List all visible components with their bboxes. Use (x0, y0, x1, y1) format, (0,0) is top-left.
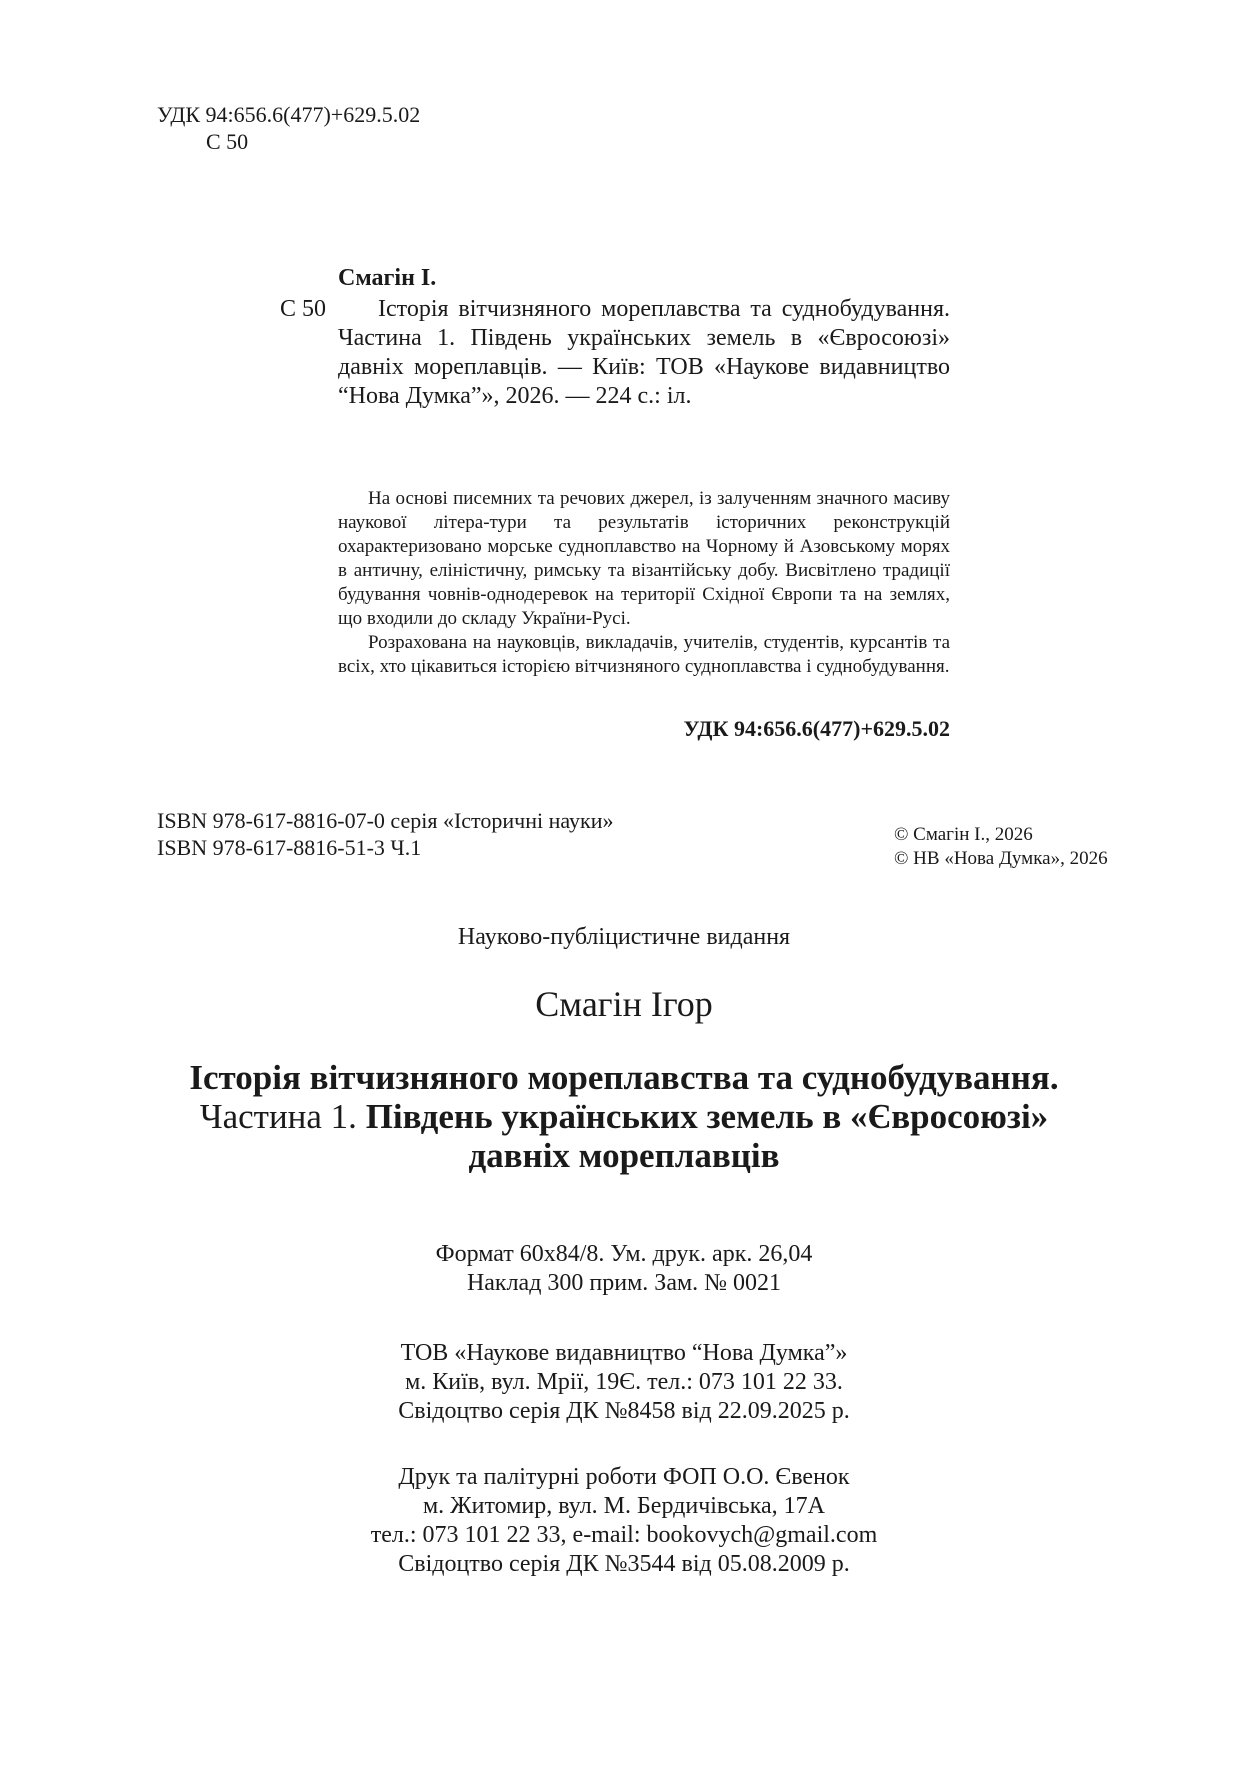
edition-type: Науково-публіцистичне видання (457, 924, 791, 950)
bibliographic-author-sign: С 50 (280, 296, 327, 322)
title-line: Історія вітчизняного мореплавства та суднобудування. (189, 1058, 1059, 1097)
format-info (0, 1240, 1248, 1298)
author-name: Смагін Ігор (535, 984, 713, 1024)
printer-line: Свідоцтво серія ДК №3544 від 05.08.2009 р. (398, 1551, 850, 1577)
printer-line: Друк та палітурні роботи ФОП О.О. Євенок (398, 1464, 850, 1490)
copyright-block (894, 823, 1108, 871)
udk-classification (157, 101, 420, 155)
format-line: Наклад 300 прим. Зам. № 0021 (466, 1270, 782, 1296)
bibliographic-description: Історія вітчизняного мореплавства та суднобудування. Частина 1. Південь українських земель в «Євросоюзі» давніх мореплавців. — Київ: ТОВ «Наукове видавництво “Нова Думка”», 2026. — 224 с.: іл. (338, 296, 950, 409)
printer-line: тел.: 073 101 22 33, e-mail: bookovych@gmail.com (370, 1522, 878, 1548)
udk-code: УДК 94:656.6(477)+629.5.02 (157, 102, 421, 127)
title-subtitle: Південь українських земель в «Євросоюзі» (365, 1097, 1049, 1136)
title-line: давніх мореплавців (468, 1136, 780, 1175)
abstract-udk-code: УДК 94:656.6(477)+629.5.02 (683, 716, 950, 741)
publisher-line: ТОВ «Наукове видавництво “Нова Думка”» (400, 1340, 848, 1366)
abstract-paragraph: Розрахована на науковців, викладачів, учителів, студентів, курсантів та всіх, хто цікавиться історією вітчизняного судноплавства і суднобудування. (338, 632, 950, 677)
bibliographic-author: Смагін І. (338, 265, 437, 291)
book-title (0, 1058, 1248, 1175)
title-part: Частина 1. (199, 1097, 366, 1136)
isbn-block (157, 807, 613, 861)
abstract-paragraph: На основі писемних та речових джерел, із залученням значного масиву наукової літера-тури та результатів історичних реконструкцій охарактеризовано морське судноплавство на Чорному й Азовському морях в античну, еліністичну, римську та візантійську добу. Висвітлено традиції будування човнів-однодеревок на території Східної Європи та на землях, що входили до складу України-Русі. (338, 488, 950, 629)
printer-info (0, 1463, 1248, 1579)
copyright-author: © Смагін І., 2026 (894, 824, 1033, 845)
format-line: Формат 60х84/8. Ум. друк. арк. 26,04 (435, 1241, 813, 1267)
publisher-info (0, 1339, 1248, 1426)
abstract (338, 487, 950, 679)
printer-line: м. Житомир, вул. М. Бердичівська, 17А (422, 1493, 826, 1519)
author-sign: С 50 (206, 129, 249, 154)
isbn-volume: ISBN 978-617-8816-51-3 Ч.1 (157, 835, 422, 860)
title-line (0, 1097, 1248, 1136)
publisher-line: м. Київ, вул. Мрії, 19Є. тел.: 073 101 22 33. (405, 1369, 843, 1395)
publisher-line: Свідоцтво серія ДК №8458 від 22.09.2025 р. (398, 1398, 850, 1424)
copyright-publisher: © НВ «Нова Думка», 2026 (894, 848, 1108, 869)
isbn-series: ISBN 978-617-8816-07-0 серія «Історичні науки» (157, 808, 614, 833)
